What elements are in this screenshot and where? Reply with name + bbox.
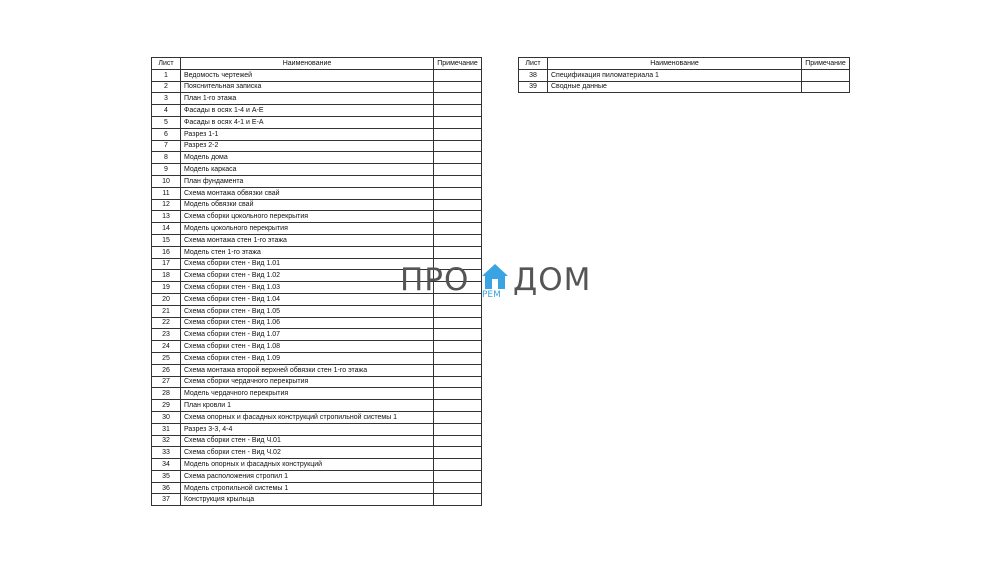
table-row bbox=[152, 105, 482, 117]
drawing-name-cell: Сводные данные bbox=[548, 81, 802, 93]
table-header-row bbox=[519, 58, 850, 70]
note-cell bbox=[434, 376, 482, 388]
drawing-name-cell: Схема сборки стен - Вид 1.01 bbox=[181, 258, 434, 270]
sheet-number-cell: 27 bbox=[152, 376, 181, 388]
column-header-name: Наименование bbox=[548, 58, 802, 70]
house-icon bbox=[480, 262, 510, 292]
sheet-number-cell: 16 bbox=[152, 246, 181, 258]
watermark-logo bbox=[400, 262, 600, 302]
sheet-number-cell: 14 bbox=[152, 223, 181, 235]
note-cell bbox=[434, 164, 482, 176]
drawing-name-cell: Схема опорных и фасадных конструкций стропильной системы 1 bbox=[181, 411, 434, 423]
sheet-number-cell: 21 bbox=[152, 305, 181, 317]
drawing-name-cell: Схема сборки стен - Вид 1.03 bbox=[181, 282, 434, 294]
sheet-number-cell: 32 bbox=[152, 435, 181, 447]
note-cell bbox=[434, 187, 482, 199]
table-row bbox=[152, 69, 482, 81]
note-cell bbox=[434, 128, 482, 140]
drawing-name-cell: Схема сборки стен - Вид Ч.02 bbox=[181, 447, 434, 459]
table-row bbox=[152, 317, 482, 329]
note-cell bbox=[434, 482, 482, 494]
sheet-number-cell: 1 bbox=[152, 69, 181, 81]
sheet-number-cell: 34 bbox=[152, 459, 181, 471]
note-cell bbox=[434, 93, 482, 105]
note-cell bbox=[434, 211, 482, 223]
sheet-number-cell: 6 bbox=[152, 128, 181, 140]
watermark-subtext: РЕМ bbox=[482, 290, 501, 300]
drawing-name-cell: Схема сборки стен - Вид 1.02 bbox=[181, 270, 434, 282]
sheet-number-cell: 20 bbox=[152, 293, 181, 305]
column-header-note: Примечание bbox=[434, 58, 482, 70]
note-cell bbox=[434, 447, 482, 459]
drawing-name-cell: План 1-го этажа bbox=[181, 93, 434, 105]
sheet-number-cell: 2 bbox=[152, 81, 181, 93]
note-cell bbox=[434, 459, 482, 471]
table-row bbox=[152, 211, 482, 223]
table-body bbox=[519, 69, 850, 93]
column-header-note: Примечание bbox=[802, 58, 850, 70]
sheet-number-cell: 12 bbox=[152, 199, 181, 211]
note-cell bbox=[434, 69, 482, 81]
table-row bbox=[152, 246, 482, 258]
note-cell bbox=[434, 140, 482, 152]
sheet-number-cell: 24 bbox=[152, 341, 181, 353]
drawing-name-cell: Разрез 2-2 bbox=[181, 140, 434, 152]
sheet-number-cell: 31 bbox=[152, 423, 181, 435]
sheet-number-cell: 38 bbox=[519, 69, 548, 81]
sheet-number-cell: 23 bbox=[152, 329, 181, 341]
note-cell bbox=[434, 246, 482, 258]
sheet-number-cell: 35 bbox=[152, 470, 181, 482]
drawing-name-cell: Схема сборки стен - Вид 1.06 bbox=[181, 317, 434, 329]
drawing-name-cell: Схема расположения стропил 1 bbox=[181, 470, 434, 482]
table-row bbox=[152, 116, 482, 128]
drawing-name-cell: Схема сборки чердачного перекрытия bbox=[181, 376, 434, 388]
note-cell bbox=[434, 152, 482, 164]
drawing-name-cell: Модель стропильной системы 1 bbox=[181, 482, 434, 494]
table-row bbox=[152, 140, 482, 152]
drawing-name-cell: Разрез 3-3, 4-4 bbox=[181, 423, 434, 435]
sheet-number-cell: 19 bbox=[152, 282, 181, 294]
drawing-name-cell: Схема сборки цокольного перекрытия bbox=[181, 211, 434, 223]
table-row bbox=[152, 223, 482, 235]
table-row bbox=[152, 459, 482, 471]
column-header-name: Наименование bbox=[181, 58, 434, 70]
note-cell bbox=[434, 423, 482, 435]
note-cell bbox=[434, 341, 482, 353]
sheet-number-cell: 7 bbox=[152, 140, 181, 152]
note-cell bbox=[434, 411, 482, 423]
table-row bbox=[152, 199, 482, 211]
drawing-name-cell: Схема сборки стен - Вид 1.05 bbox=[181, 305, 434, 317]
column-header-sheet: Лист bbox=[152, 58, 181, 70]
note-cell bbox=[434, 388, 482, 400]
note-cell bbox=[434, 116, 482, 128]
note-cell bbox=[802, 81, 850, 93]
note-cell bbox=[802, 69, 850, 81]
table-header-row bbox=[152, 58, 482, 70]
sheet-number-cell: 3 bbox=[152, 93, 181, 105]
note-cell bbox=[434, 329, 482, 341]
drawing-name-cell: Модель цокольного перекрытия bbox=[181, 223, 434, 235]
note-cell bbox=[434, 105, 482, 117]
note-cell bbox=[434, 435, 482, 447]
table-row bbox=[519, 81, 850, 93]
sheet-number-cell: 30 bbox=[152, 411, 181, 423]
table-row bbox=[152, 364, 482, 376]
note-cell bbox=[434, 175, 482, 187]
drawing-name-cell: Схема монтажа стен 1-го этажа bbox=[181, 234, 434, 246]
table-row bbox=[152, 93, 482, 105]
sheet-number-cell: 9 bbox=[152, 164, 181, 176]
drawing-name-cell: Схема монтажа второй верхней обвязки стен 1-го этажа bbox=[181, 364, 434, 376]
sheet-number-cell: 5 bbox=[152, 116, 181, 128]
drawing-name-cell: Модель каркаса bbox=[181, 164, 434, 176]
drawing-name-cell: План фундамента bbox=[181, 175, 434, 187]
table-row bbox=[152, 400, 482, 412]
sheet-number-cell: 26 bbox=[152, 364, 181, 376]
table-row bbox=[152, 187, 482, 199]
note-cell bbox=[434, 352, 482, 364]
sheet-number-cell: 17 bbox=[152, 258, 181, 270]
note-cell bbox=[434, 494, 482, 506]
drawing-name-cell: Пояснительная записка bbox=[181, 81, 434, 93]
drawing-name-cell: План кровли 1 bbox=[181, 400, 434, 412]
drawing-name-cell: Модель обвязки свай bbox=[181, 199, 434, 211]
drawings-list-table-right bbox=[518, 57, 850, 93]
sheet-number-cell: 39 bbox=[519, 81, 548, 93]
note-cell bbox=[434, 364, 482, 376]
note-cell bbox=[434, 305, 482, 317]
table-row bbox=[519, 69, 850, 81]
drawing-name-cell: Схема сборки стен - Вид Ч.01 bbox=[181, 435, 434, 447]
table-row bbox=[152, 341, 482, 353]
table-row bbox=[152, 152, 482, 164]
table-row bbox=[152, 175, 482, 187]
watermark-text-left: ПРО bbox=[400, 262, 470, 298]
sheet-number-cell: 18 bbox=[152, 270, 181, 282]
table-row bbox=[152, 234, 482, 246]
sheet-number-cell: 28 bbox=[152, 388, 181, 400]
drawing-name-cell: Конструкция крыльца bbox=[181, 494, 434, 506]
table-row bbox=[152, 81, 482, 93]
drawing-name-cell: Схема сборки стен - Вид 1.08 bbox=[181, 341, 434, 353]
watermark-text-right: ДОМ bbox=[513, 262, 592, 298]
column-header-sheet: Лист bbox=[519, 58, 548, 70]
table-row bbox=[152, 494, 482, 506]
sheet-number-cell: 10 bbox=[152, 175, 181, 187]
sheet-number-cell: 36 bbox=[152, 482, 181, 494]
drawing-name-cell: Схема сборки стен - Вид 1.04 bbox=[181, 293, 434, 305]
note-cell bbox=[434, 199, 482, 211]
note-cell bbox=[434, 81, 482, 93]
table-row bbox=[152, 470, 482, 482]
drawing-name-cell: Модель опорных и фасадных конструкций bbox=[181, 459, 434, 471]
note-cell bbox=[434, 223, 482, 235]
note-cell bbox=[434, 400, 482, 412]
sheet-number-cell: 25 bbox=[152, 352, 181, 364]
table-row bbox=[152, 164, 482, 176]
drawing-name-cell: Спецификация пиломатериала 1 bbox=[548, 69, 802, 81]
drawing-name-cell: Ведомость чертежей bbox=[181, 69, 434, 81]
table-row bbox=[152, 447, 482, 459]
sheet-number-cell: 15 bbox=[152, 234, 181, 246]
drawing-name-cell: Модель дома bbox=[181, 152, 434, 164]
sheet-number-cell: 37 bbox=[152, 494, 181, 506]
table-row bbox=[152, 423, 482, 435]
sheet-number-cell: 4 bbox=[152, 105, 181, 117]
note-cell bbox=[434, 470, 482, 482]
drawing-name-cell: Фасады в осях 1-4 и А-Е bbox=[181, 105, 434, 117]
drawing-name-cell: Модель чердачного перекрытия bbox=[181, 388, 434, 400]
table-row bbox=[152, 482, 482, 494]
sheet-number-cell: 29 bbox=[152, 400, 181, 412]
drawing-name-cell: Фасады в осях 4-1 и Е-А bbox=[181, 116, 434, 128]
sheet-number-cell: 22 bbox=[152, 317, 181, 329]
sheet-number-cell: 11 bbox=[152, 187, 181, 199]
drawing-name-cell: Модель стен 1-го этажа bbox=[181, 246, 434, 258]
drawing-name-cell: Схема сборки стен - Вид 1.09 bbox=[181, 352, 434, 364]
table-row bbox=[152, 305, 482, 317]
note-cell bbox=[434, 317, 482, 329]
table-row bbox=[152, 435, 482, 447]
drawing-name-cell: Разрез 1-1 bbox=[181, 128, 434, 140]
drawing-name-cell: Схема сборки стен - Вид 1.07 bbox=[181, 329, 434, 341]
table-row bbox=[152, 388, 482, 400]
sheet-number-cell: 8 bbox=[152, 152, 181, 164]
table-row bbox=[152, 352, 482, 364]
table-row bbox=[152, 411, 482, 423]
table-row bbox=[152, 128, 482, 140]
table-row bbox=[152, 329, 482, 341]
table-row bbox=[152, 376, 482, 388]
sheet-number-cell: 33 bbox=[152, 447, 181, 459]
note-cell bbox=[434, 234, 482, 246]
sheet-number-cell: 13 bbox=[152, 211, 181, 223]
drawing-name-cell: Схема монтажа обвязки свай bbox=[181, 187, 434, 199]
